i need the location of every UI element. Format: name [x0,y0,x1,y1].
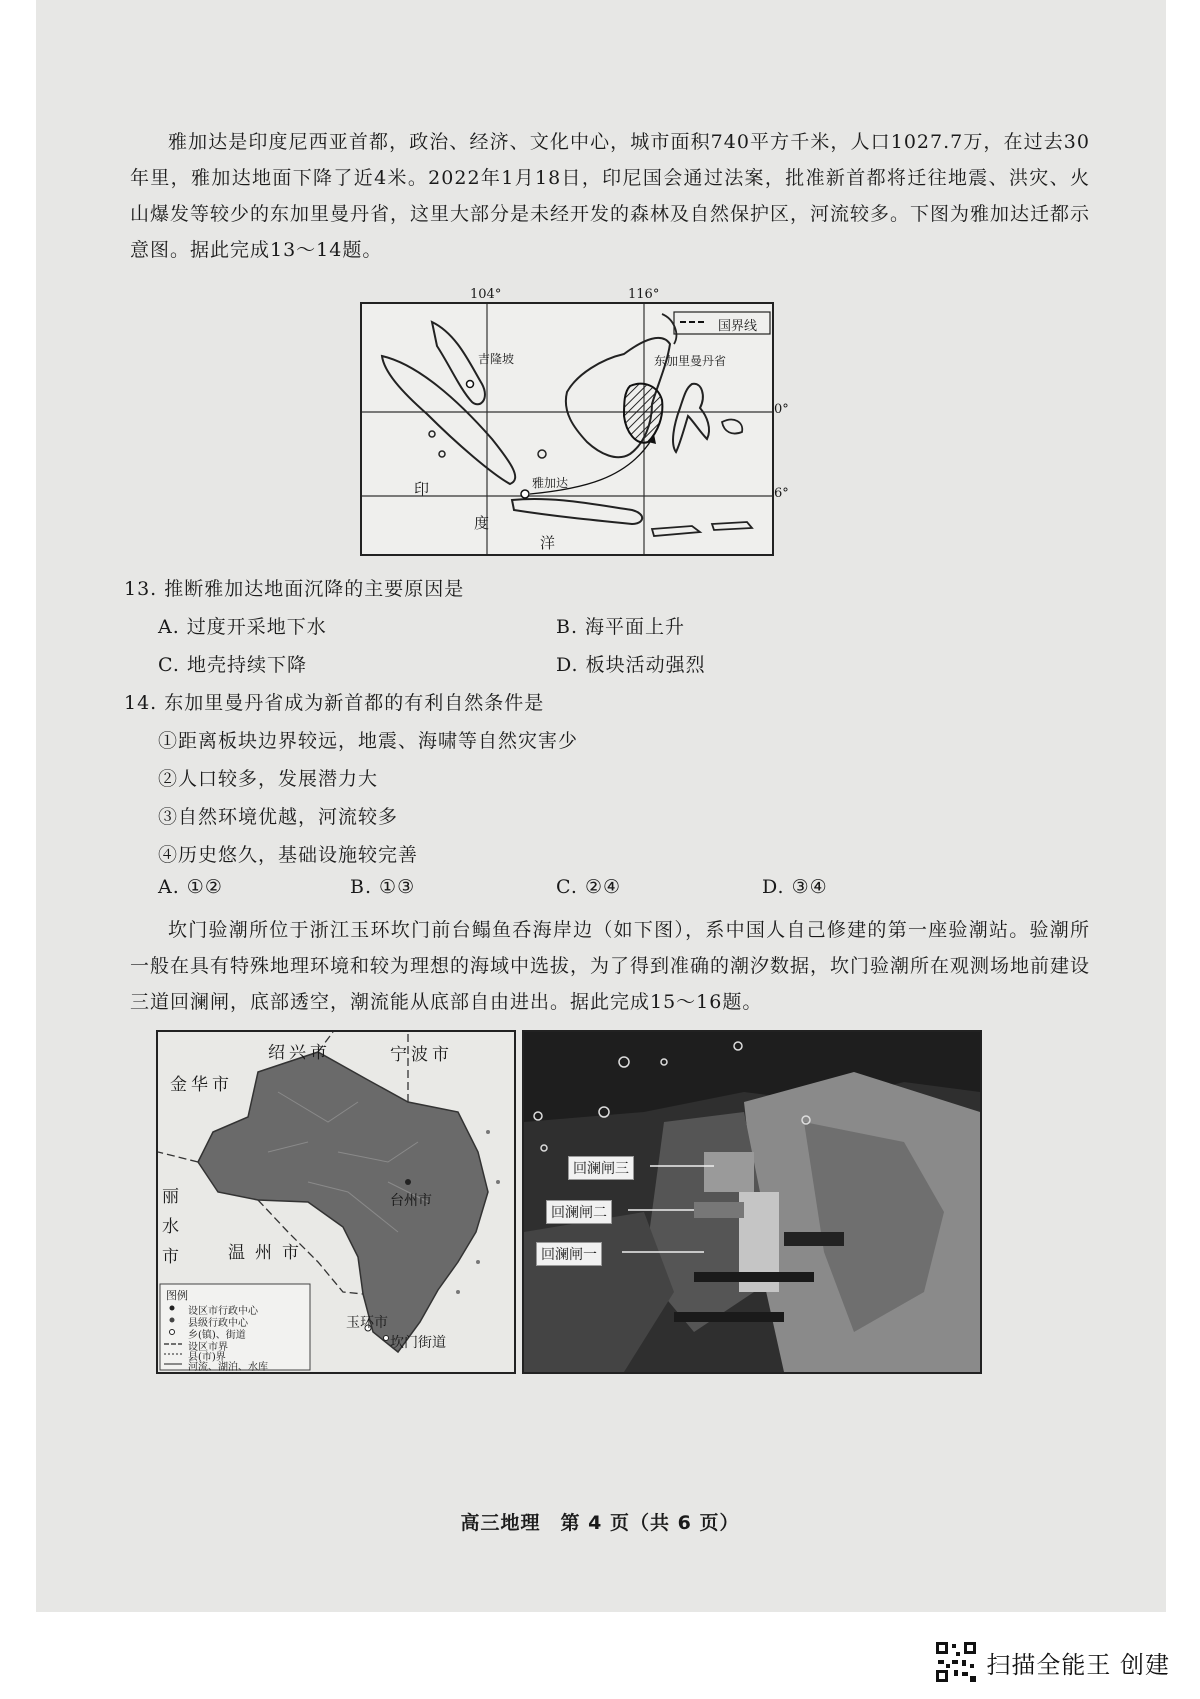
taizhou-map [156,1030,516,1374]
map2-legend-5: 县(市)界 [188,1352,226,1363]
q13-option-a[interactable]: A. 过度开采地下水 [158,616,327,638]
q13-option-b[interactable]: B. 海平面上升 [556,616,686,638]
map2-label-jinhua: 金华市 [170,1075,233,1095]
q14-statement-4: ④历史悠久，基础设施较完善 [158,844,419,866]
map1-label-jakarta: 雅加达 [532,476,569,490]
q14-statement-3: ③自然环境优越，河流较多 [158,806,399,828]
q14-statement-2: ②人口较多，发展潜力大 [158,768,379,790]
map1-lon-116: 116° [628,287,660,302]
map1-lat-6: 6° [774,486,789,501]
qr-code-icon [934,1640,978,1684]
q13-option-d[interactable]: D. 板块活动强烈 [556,654,706,676]
map2-label-lishui: 丽水市 [162,1187,179,1267]
photo-label-gate-3: 回澜闸三 [568,1156,634,1180]
jakarta-relocation-map [360,302,774,556]
map2-legend-6: 河流、湖泊、水库 [188,1362,268,1373]
map2-legend-4: 设区市界 [188,1342,228,1353]
watermark-text: 扫描全能王 创建 [986,1650,1170,1679]
map1-label-kuala-lumpur: 吉隆坡 [478,352,515,366]
q14-statement-1: ①距离板块边界较远，地震、海啸等自然灾害少 [158,730,579,752]
map2-label-taizhou: 台州市 [390,1193,432,1209]
map1-label-ocean-3: 洋 [540,534,556,552]
intro-paragraph-kanmen: 坎门验潮所位于浙江玉环坎门前台鳎鱼呑海岸边（如下图），系中国人自己修建的第一座验潮站。验潮所一般在具有特殊地理环境和较为理想的海域中选拔，为了得到准确的潮汐数据，坎门验潮所在观测场地前建设三道回澜闸，底部透空，潮流能从底部自由进出。据此完成15～16题。 [130,919,1091,1013]
q13-stem: 13. 推断雅加达地面沉降的主要原因是 [124,578,465,600]
map1-lat-0: 0° [774,402,789,417]
map1-lon-104: 104° [470,287,502,302]
map2-legend-1: 设区市行政中心 [188,1306,258,1317]
map2-legend-3: 乡(镇)、街道 [188,1330,246,1341]
page-footer: 高三地理 第 4 页（共 6 页） [460,1512,740,1534]
map2-label-yuhuan: 玉环市 [346,1315,388,1331]
q14-stem: 14. 东加里曼丹省成为新首都的有利自然条件是 [124,692,545,714]
map2-label-wenzhou: 温州市 [228,1243,309,1263]
map2-label-ningbo: 宁波市 [390,1045,453,1065]
map2-label-shaoxing: 绍兴市 [268,1043,331,1063]
map1-label-ocean-2: 度 [474,514,490,532]
map2-legend-title: 图例 [166,1289,188,1302]
q14-option-c[interactable]: C. ②④ [556,876,622,898]
q14-option-b[interactable]: B. ①③ [350,876,416,898]
kanmen-station-photo [522,1030,982,1374]
jakarta-map-drawing [362,304,772,554]
q13-option-c[interactable]: C. 地壳持续下降 [158,654,307,676]
intro-paragraph-jakarta: 雅加达是印度尼西亚首都，政治、经济、文化中心，城市面积740平方千米，人口1027.7万，在过去30年里，雅加达地面下降了近4米。2022年1月18日，印尼国会通过法案，批准新首都将迁往地震、洪灾、火山爆发等较少的东加里曼丹省，这里大部分是未经开发的森林及自然保护区，河流较多。下图为雅加达迁都示意图。据此完成13～14题。 [130,131,1091,261]
map1-label-east-kalimantan: 东加里曼丹省 [654,354,727,368]
photo-label-gate-1: 回澜闸一 [536,1242,602,1266]
map1-legend-border: 国界线 [718,319,758,334]
photo-label-gate-2: 回澜闸二 [546,1200,612,1224]
scanner-watermark [934,1640,1170,1684]
map1-label-ocean-1: 印 [414,480,430,498]
map2-legend-2: 县级行政中心 [188,1318,248,1329]
q14-option-a[interactable]: A. ①② [158,876,223,898]
q14-option-d[interactable]: D. ③④ [762,876,828,898]
map2-label-kanmen: 坎门街道 [390,1335,446,1351]
